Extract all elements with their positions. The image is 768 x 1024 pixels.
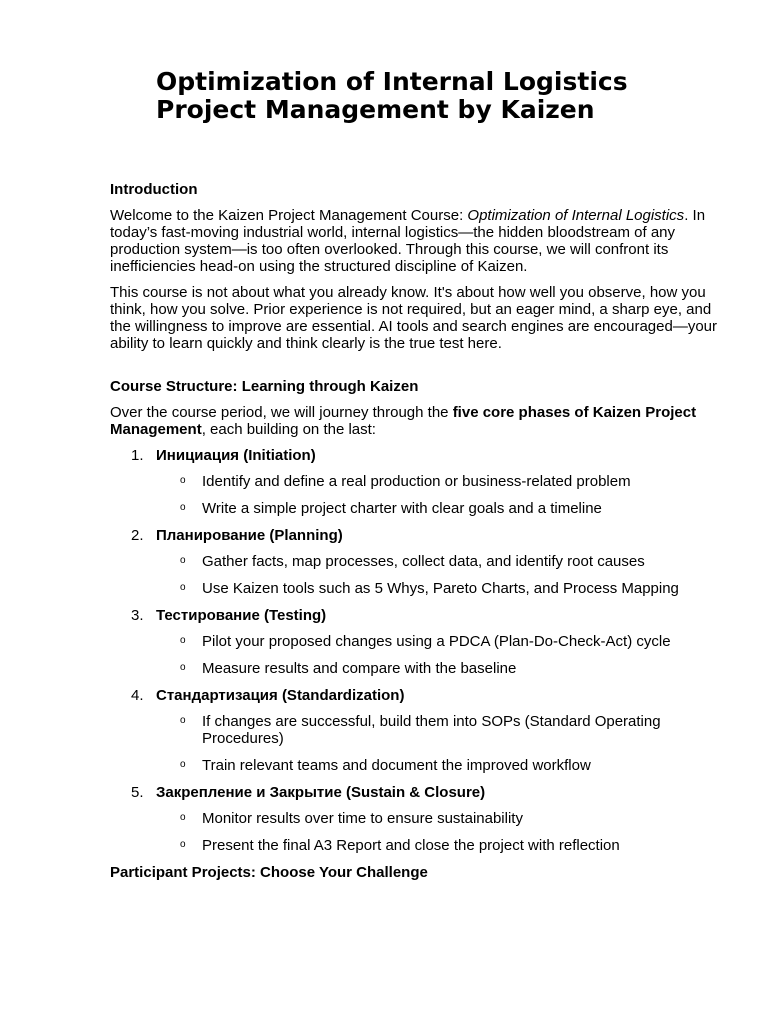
phase-subitem-text: Monitor results over time to ensure sustainability (202, 810, 523, 827)
phase-title: Планирование (Planning) (156, 527, 343, 544)
circle-bullet-icon: o (180, 839, 186, 850)
document-body (110, 181, 720, 890)
circle-bullet-icon: o (180, 635, 186, 646)
course-structure-paragraph (110, 404, 720, 438)
phase-title: Закрепление и Закрытие (Sustain & Closure) (156, 784, 486, 801)
introduction-heading: Introduction (110, 181, 198, 198)
title-line-2: Project Management by Kaizen (156, 95, 595, 124)
phase-subitem-text: Identify and define a real production or business-related problem (202, 473, 631, 490)
phase-subitem (156, 837, 720, 854)
phase-subitem (156, 473, 720, 490)
phase-item (110, 687, 720, 774)
circle-bullet-icon: o (180, 502, 186, 513)
participant-projects-heading: Participant Projects: Choose Your Challenge (110, 864, 428, 881)
circle-bullet-icon: o (180, 582, 186, 593)
circle-bullet-icon: o (180, 812, 186, 823)
circle-bullet-icon: o (180, 715, 186, 726)
course-name-italic: Optimization of Internal Logistics (467, 207, 685, 224)
structure-text-b: , each building on the last: (201, 421, 376, 438)
intro-p1-text-b: . In today’s fast-moving industrial world, internal logistics—the hidden bloodstream of any production system—is too often overlooked. Through this course, we will confront its inefficiencies head-on using the structured discipline of Kaizen. (110, 207, 706, 275)
intro-p1-text-a: Welcome to the Kaizen Project Management Course: (110, 207, 468, 224)
phase-number: 1. (131, 447, 144, 464)
phase-subitem-text: Write a simple project charter with clear goals and a timeline (202, 500, 602, 517)
phase-subitem (156, 660, 720, 677)
phase-subitem-text: Measure results and compare with the baseline (202, 660, 517, 677)
phase-item (110, 527, 720, 597)
phase-list (110, 447, 720, 854)
phase-subitem (156, 757, 720, 774)
circle-bullet-icon: o (180, 662, 186, 673)
phase-subitem (156, 500, 720, 517)
document-title (156, 68, 716, 124)
title-line-1: Optimization of Internal Logistics (156, 67, 628, 96)
structure-text-a: Over the course period, we will journey through the (110, 404, 453, 421)
phase-subitem-list (156, 810, 720, 854)
phase-subitem (156, 580, 720, 597)
circle-bullet-icon: o (180, 759, 186, 770)
phase-subitem (156, 810, 720, 827)
phase-item (110, 447, 720, 517)
phase-subitem-list (156, 633, 720, 677)
phase-subitem-list (156, 713, 720, 774)
phase-subitem-list (156, 553, 720, 597)
phase-subitem (156, 713, 720, 747)
phase-subitem-text: Use Kaizen tools such as 5 Whys, Pareto Charts, and Process Mapping (202, 580, 679, 597)
phase-subitem (156, 553, 720, 570)
phase-number: 3. (131, 607, 144, 624)
phase-item (110, 784, 720, 854)
phase-title: Стандартизация (Standardization) (156, 687, 405, 704)
phase-subitem-text: Train relevant teams and document the improved workflow (202, 757, 591, 774)
five-phases-bold: five core phases of Kaizen Project Management (110, 404, 697, 438)
course-structure-heading: Course Structure: Learning through Kaizen (110, 378, 419, 395)
intro-paragraph-1 (110, 207, 720, 275)
phase-subitem-text: Pilot your proposed changes using a PDCA (Plan-Do-Check-Act) cycle (202, 633, 671, 650)
phase-number: 4. (131, 687, 144, 704)
intro-paragraph-2: This course is not about what you already know. It's about how well you observe, how you think, how you solve. Prior experience is not required, but an eager mind, a sharp eye, and the willingness to improve are essential. AI tools and search engines are encouraged—your ability to learn quickly and think clearly is the true test here. (110, 284, 718, 352)
phase-subitem-list (156, 473, 720, 517)
circle-bullet-icon: o (180, 475, 186, 486)
circle-bullet-icon: o (180, 555, 186, 566)
phase-subitem-text: Present the final A3 Report and close the project with reflection (202, 837, 620, 854)
phase-item (110, 607, 720, 677)
phase-subitem (156, 633, 720, 650)
phase-subitem-text: Gather facts, map processes, collect data, and identify root causes (202, 553, 645, 570)
phase-title: Инициация (Initiation) (156, 447, 316, 464)
phase-subitem-text: If changes are successful, build them into SOPs (Standard Operating Procedures) (202, 713, 661, 747)
phase-number: 2. (131, 527, 144, 544)
phase-title: Тестирование (Testing) (156, 607, 327, 624)
phase-number: 5. (131, 784, 144, 801)
